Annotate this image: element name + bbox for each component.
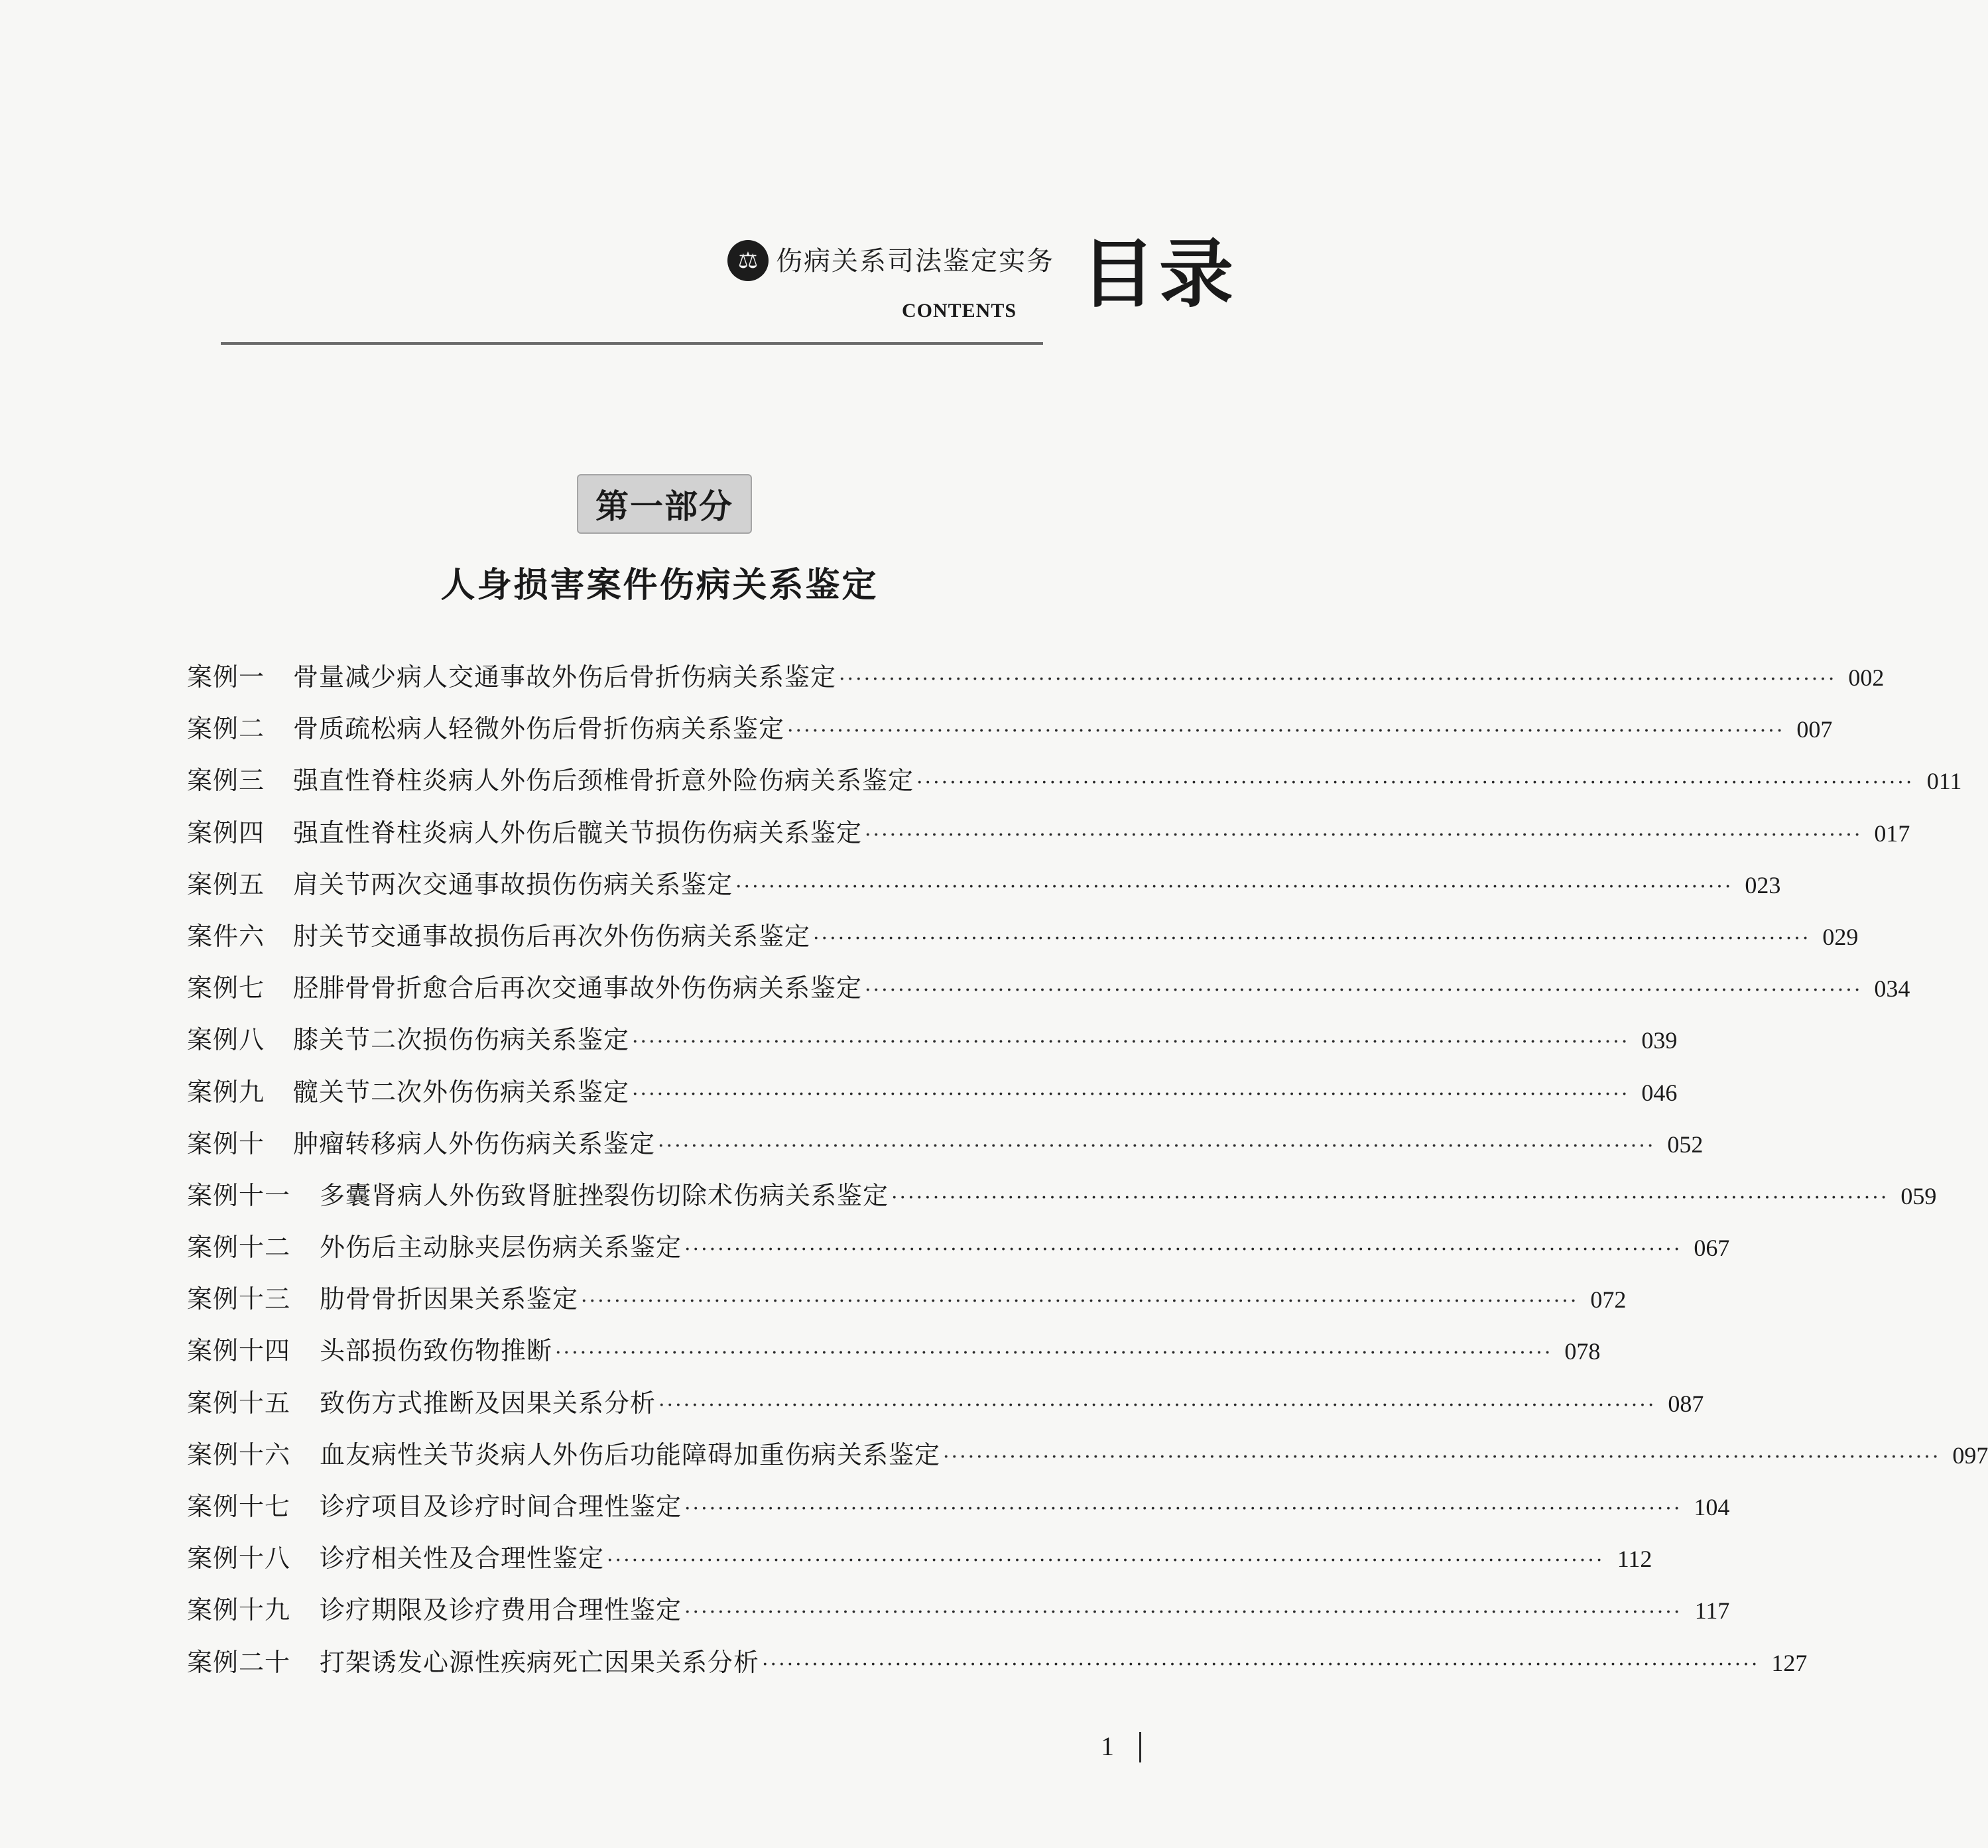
toc-entry[interactable]: [187, 859, 1781, 910]
toc-page-number: 127: [1771, 1649, 1808, 1676]
toc-entry[interactable]: [187, 1273, 1627, 1325]
toc-dot-leader: ························································································································: [762, 1652, 1760, 1676]
toc-entry[interactable]: [187, 910, 1859, 962]
running-header: [0, 0, 1306, 371]
toc-page-number: 072: [1590, 1286, 1627, 1314]
toc-page-number: 039: [1641, 1027, 1678, 1054]
toc-page-number: 112: [1617, 1546, 1652, 1573]
toc-case-number: 案例十四: [187, 1336, 291, 1366]
toc-page-number: 002: [1848, 664, 1885, 691]
toc-page-number: 007: [1796, 716, 1833, 743]
toc-dot-leader: ························································································································: [865, 823, 1863, 847]
toc-entry[interactable]: [187, 1170, 1937, 1221]
toc-case-number: 案例十: [187, 1129, 265, 1158]
toc-entry[interactable]: [187, 1429, 1988, 1481]
toc-case-title: 胫腓骨骨折愈合后再次交通事故外伤伤病关系鉴定: [293, 973, 863, 1003]
header-divider: [221, 342, 1043, 345]
toc-case-number: 案例十六: [187, 1440, 291, 1469]
toc-case-number: 案例十一: [187, 1180, 291, 1210]
toc-entry[interactable]: [187, 807, 1910, 859]
toc-case-number: 案例十九: [187, 1595, 291, 1625]
toc-dot-leader: ························································································································: [943, 1445, 1941, 1469]
toc-page-number: 034: [1874, 975, 1910, 1003]
toc-case-number: 案例十八: [187, 1544, 291, 1573]
toc-case-number: 案例四: [187, 818, 265, 847]
toc-dot-leader: ························································································································: [684, 1497, 1682, 1520]
toc-entry[interactable]: [187, 1532, 1652, 1584]
toc-dot-leader: ························································································································: [632, 1030, 1630, 1054]
toc-case-title: 膝关节二次损伤伤病关系鉴定: [293, 1025, 630, 1055]
toc-page-number: 011: [1926, 768, 1962, 795]
toc-case-number: 案例十二: [187, 1233, 291, 1263]
toc-page-number: 052: [1667, 1131, 1704, 1158]
toc-dot-leader: ························································································································: [787, 719, 1785, 743]
toc-page-number: 017: [1874, 820, 1910, 847]
toc-page-number: 104: [1694, 1494, 1730, 1520]
contents-english-heading: CONTENTS: [902, 300, 1017, 322]
toc-case-title: 诊疗期限及诊疗费用合理性鉴定: [320, 1595, 682, 1625]
toc-entry[interactable]: [187, 1014, 1678, 1066]
contents-chinese-heading: 目录: [1081, 231, 1237, 318]
toc-entry[interactable]: [187, 1481, 1730, 1532]
book-title: 伤病关系司法鉴定实务: [776, 246, 1054, 277]
toc-dot-leader: ························································································································: [658, 1393, 1656, 1417]
toc-page-number: 087: [1668, 1390, 1704, 1417]
toc-entry[interactable]: [187, 1221, 1730, 1273]
toc-case-number: 案例八: [187, 1025, 265, 1055]
toc-dot-leader: ························································································································: [684, 1601, 1682, 1625]
toc-dot-leader: ························································································································: [581, 1290, 1579, 1314]
toc-dot-leader: ························································································································: [735, 875, 1733, 898]
toc-case-number: 案例十七: [187, 1492, 291, 1521]
toc-entry[interactable]: [187, 1636, 1808, 1688]
toc-case-title: 头部损伤致伤物推断: [320, 1336, 553, 1366]
toc-case-number: 案例五: [187, 869, 265, 899]
toc-entry[interactable]: [187, 1584, 1730, 1636]
toc-entry[interactable]: [187, 703, 1833, 755]
toc-dot-leader: ························································································································: [891, 1186, 1889, 1209]
toc-case-title: 肿瘤转移病人外伤伤病关系鉴定: [293, 1129, 656, 1158]
toc-entry[interactable]: [187, 1118, 1704, 1170]
toc-page-number: 029: [1822, 923, 1859, 950]
toc-page-number: 046: [1641, 1079, 1678, 1106]
toc-case-number: 案例二: [187, 714, 265, 744]
part-title: 人身损害案件伤病关系鉴定: [440, 566, 879, 605]
toc-page-number: 078: [1564, 1338, 1601, 1365]
toc-case-title: 打架诱发心源性疾病死亡因果关系分析: [320, 1647, 760, 1677]
part-label-badge: 第一部分: [577, 474, 752, 534]
toc-entry[interactable]: [187, 651, 1885, 703]
toc-dot-leader: ························································································································: [916, 771, 1914, 795]
toc-case-number: 案例三: [187, 766, 265, 796]
toc-page-number: 023: [1745, 871, 1781, 898]
toc-dot-leader: ························································································································: [813, 926, 1811, 950]
toc-dot-leader: ························································································································: [839, 668, 1837, 691]
toc-case-number: 案例二十: [187, 1647, 291, 1677]
toc-dot-leader: ························································································································: [658, 1134, 1656, 1158]
toc-case-title: 致伤方式推断及因果关系分析: [320, 1388, 656, 1418]
toc-entry[interactable]: [187, 962, 1910, 1014]
toc-page-number: 097: [1952, 1442, 1988, 1469]
toc-case-title: 强直性脊柱炎病人外伤后颈椎骨折意外险伤病关系鉴定: [293, 766, 914, 796]
page-number: 1: [1101, 1731, 1114, 1761]
table-of-contents: [187, 651, 1988, 1688]
scales-of-justice-icon: ⚖: [727, 240, 769, 281]
toc-page-number: 067: [1694, 1235, 1730, 1262]
toc-case-number: 案例一: [187, 662, 265, 692]
toc-dot-leader: ························································································································: [555, 1341, 1553, 1365]
toc-entry[interactable]: [187, 1066, 1678, 1118]
toc-case-number: 案例七: [187, 973, 265, 1003]
page-number-bar: [1139, 1732, 1141, 1762]
toc-case-title: 骨量减少病人交通事故外伤后骨折伤病关系鉴定: [293, 662, 837, 692]
toc-case-title: 诊疗相关性及合理性鉴定: [320, 1544, 605, 1573]
toc-case-title: 肩关节两次交通事故损伤伤病关系鉴定: [293, 869, 733, 899]
toc-case-title: 多囊肾病人外伤致肾脏挫裂伤切除术伤病关系鉴定: [320, 1180, 889, 1210]
toc-case-title: 髋关节二次外伤伤病关系鉴定: [293, 1077, 630, 1107]
toc-page-number: 059: [1900, 1182, 1937, 1209]
toc-case-title: 外伤后主动脉夹层伤病关系鉴定: [320, 1233, 682, 1263]
toc-case-number: 案例九: [187, 1077, 265, 1107]
toc-case-title: 血友病性关节炎病人外伤后功能障碍加重伤病关系鉴定: [320, 1440, 941, 1469]
toc-case-title: 诊疗项目及诊疗时间合理性鉴定: [320, 1492, 682, 1521]
toc-dot-leader: ························································································································: [865, 979, 1863, 1003]
toc-entry[interactable]: [187, 1325, 1601, 1377]
toc-case-title: 肘关节交通事故损伤后再次外伤伤病关系鉴定: [293, 921, 811, 951]
toc-case-number: 案件六: [187, 921, 265, 951]
toc-case-title: 骨质疏松病人轻微外伤后骨折伤病关系鉴定: [293, 714, 785, 744]
toc-page-number: 117: [1694, 1597, 1730, 1625]
toc-dot-leader: ························································································································: [607, 1549, 1605, 1573]
toc-case-title: 强直性脊柱炎病人外伤后髋关节损伤伤病关系鉴定: [293, 818, 863, 847]
toc-case-number: 案例十五: [187, 1388, 291, 1418]
toc-dot-leader: ························································································································: [632, 1082, 1630, 1106]
toc-entry[interactable]: [187, 755, 1962, 806]
toc-dot-leader: ························································································································: [684, 1238, 1682, 1262]
toc-case-title: 肋骨骨折因果关系鉴定: [320, 1284, 579, 1314]
toc-case-number: 案例十三: [187, 1284, 291, 1314]
toc-entry[interactable]: [187, 1377, 1704, 1429]
